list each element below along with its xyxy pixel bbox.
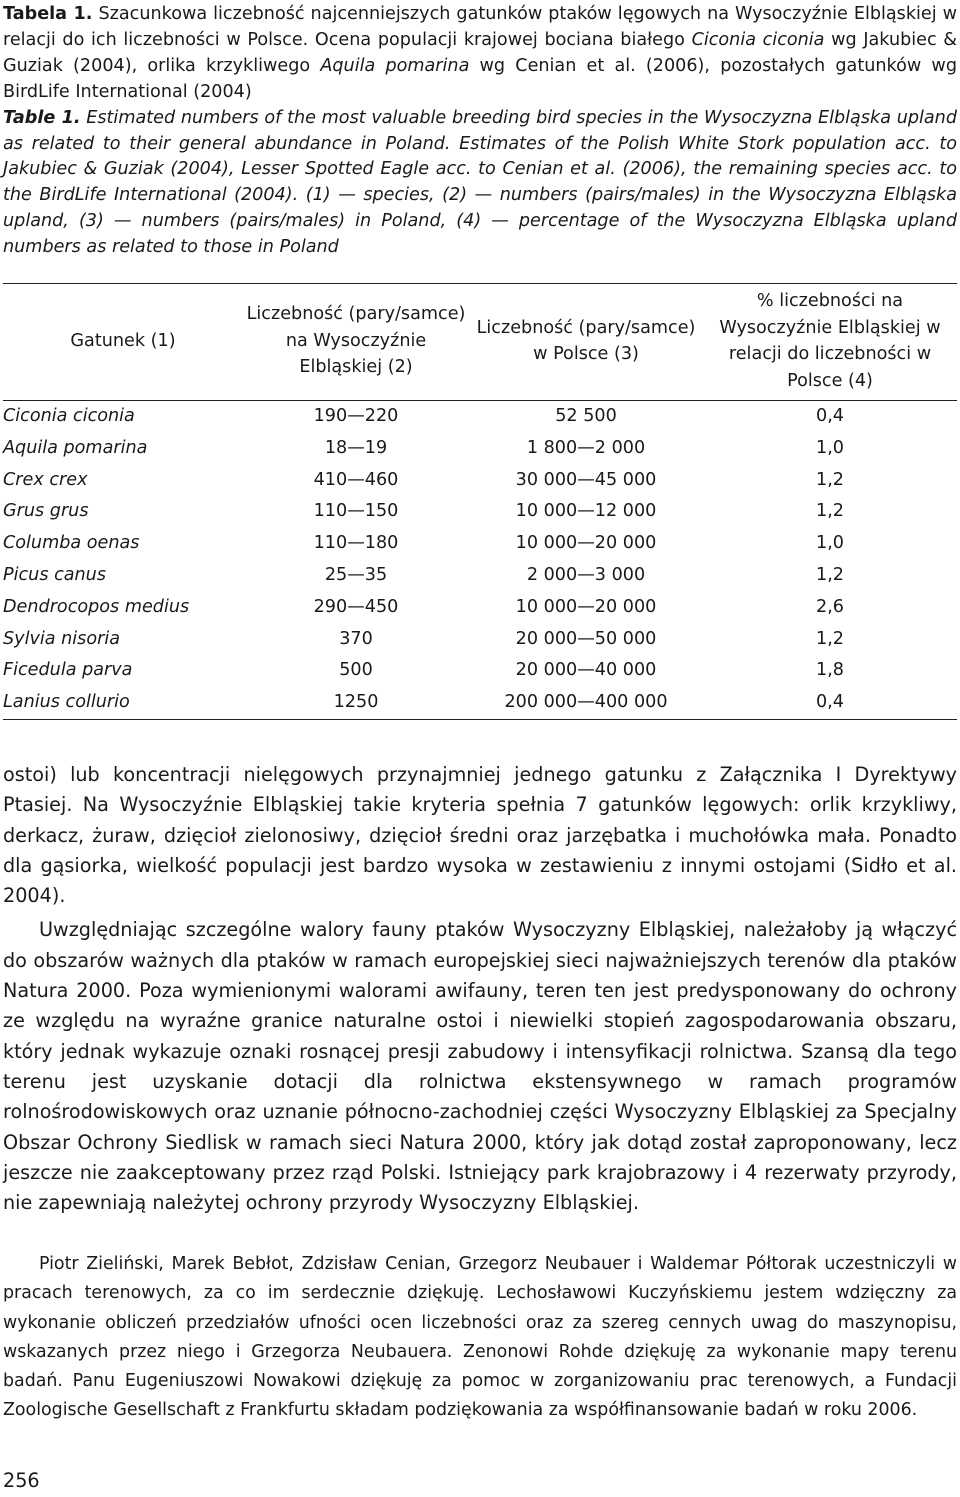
poland-count: 10 000—12 000	[515, 501, 657, 522]
percentage-value: 1,2	[816, 469, 844, 490]
paper-page	[3, 0, 958, 1492]
caption-text-english: Estimated numbers of the most valuable breeding bird species in the Wysoczyzna Elbląska upland as related to their general abundance in Poland. Estimates of the Polish White Stork population acc. to Jakubiec & Guziak (2004), Lesser Spotted Eagle acc. to Cenian et al. (2006), the remaining species acc. to the BirdLife International (2004). (1) — species, (2) — numbers (pairs/males) in the Wysoczyzna Elbląska upland, (3) — numbers (pairs/males) in Poland, (4) — percentage of the Wysoczyzna Elbląska upland numbers as related to those in Poland	[3, 107, 957, 258]
table-row	[3, 465, 957, 497]
table-row	[3, 592, 957, 624]
upland-count: 1250	[243, 687, 469, 719]
body-paragraph-1: ostoi) lub koncentracji nielęgowych przynajmniej jednego gatunku z Załącznika I Dyrektywy Ptasiej. Na Wysoczyźnie Elbląskiej takie kryteria spełnia 7 gatunków lęgowych: orlik krzykliwy, derkacz, żuraw, dzięcioł zielonosiwy, dzięcioł średni oraz jarzębatka i muchołówka mała. Ponadto dla gąsiorka, wielkość populacji jest bardzo wysoka w zestawieniu z innymi ostojami (Sidło et al. 2004).	[3, 763, 957, 908]
poland-count: 52 500	[555, 406, 617, 426]
upland-count: 25—35	[324, 564, 388, 585]
percentage-value: 1,2	[816, 501, 844, 522]
percentage-value: 1,0	[816, 533, 844, 554]
upland-count: 500	[339, 660, 373, 681]
table-row	[3, 655, 957, 687]
header-species: Gatunek (1)	[70, 330, 176, 351]
species-name: Sylvia nisoria	[3, 628, 121, 649]
upland-count: 110—180	[313, 533, 399, 554]
species-name: Ficedula parva	[3, 660, 133, 681]
percentage-value: 0,4	[703, 687, 957, 719]
species-name: Crex crex	[3, 469, 88, 490]
table-row	[3, 560, 957, 592]
poland-count: 1 800—2 000	[526, 437, 646, 458]
caption-text-polish-1: Szacunkowa liczebność najcenniejszych gatunków ptaków lęgowych na Wysoczyźnie Elbląskiej w relacji do ich liczebności w Polsce. Ocena populacji krajowej bociana białego	[3, 4, 958, 50]
species-table	[3, 283, 957, 720]
species-name: Aquila pomarina	[3, 437, 148, 458]
upland-count: 190—220	[313, 406, 399, 426]
acknowledgements: Piotr Zieliński, Marek Bebłot, Zdzisław Cenian, Grzegorz Neubauer i Waldemar Półtorak uczestniczyli w pracach terenowych, za co im serdecznie dziękuję. Lechosławowi Kuczyńskiemu jestem wdzięczny za wykonanie obliczeń przedziałów ufności ocen liczebności oraz za szereg cennych uwag do maszynopisu, wskazanych przez niego i Grzegorza Neubauera. Zenonowi Rohde dziękuję za wykonanie mapy terenu badań. Panu Eugeniuszowi Nowakowi dziękuję za pomoc w zorganizowaniu prac terenowych, a Fundacji Zoologische Gesellschaft z Frankfurtu składam podziękowania za współfinansowanie badań w roku 2006.	[3, 1254, 957, 1421]
upland-count: 110—150	[313, 501, 399, 522]
upland-count: 410—460	[313, 469, 399, 490]
table-caption-polish	[3, 2, 957, 106]
species-name: Lanius collurio	[3, 687, 243, 719]
species-name: Ciconia ciconia	[3, 406, 135, 426]
table-header-row	[3, 284, 957, 401]
table-row	[3, 496, 957, 528]
body-text	[3, 760, 957, 1218]
poland-count: 30 000—45 000	[515, 469, 657, 490]
poland-count: 20 000—40 000	[515, 660, 657, 681]
body-paragraph-2: Uwzględniając szczególne walory fauny ptaków Wysoczyzny Elbląskiej, należałoby ją włączyć do obszarów ważnych dla ptaków w ramach europejskiej sieci najważniejszych terenów dla ptaków Natura 2000. Poza wymienionymi walorami awifauny, teren ten jest predysponowany do ochrony ze względu na wyraźne granice naturalne ostoi i niewielki stopień zagospodarowania obszaru, który jednak wykazuje oznaki rosnącej presji zabudowy i intensyfikacji rolnictwa. Szansą dla tego terenu jest uzyskanie dotacji dla rolnictwa ekstensywnego w ramach programów rolnośrodowiskowych oraz uznanie północno-zachodniej części Wysoczyzny Elbląskiej za Specjalny Obszar Ochrony Siedlisk w ramach sieci Natura 2000, który jak dotąd został zaproponowany, lecz jeszcze nie zaakceptowany przez rząd Polski. Istniejący park krajobrazowy i 4 rezerwaty przyrody, nie zapewniają należytej ochrony przyrody Wysoczyzny Elbląskiej.	[3, 918, 957, 1215]
table-row	[3, 401, 957, 433]
table-row	[3, 433, 957, 465]
percentage-value: 0,4	[816, 406, 844, 426]
header-percentage: % liczebności na Wysoczyźnie Elbląskiej w relacji do liczebności w Polsce (4)	[719, 291, 941, 391]
caption-text-polish-3: wg Cenian et al. (2006), pozostałych gatunków wg BirdLife International (2004)	[3, 55, 957, 102]
poland-count: 10 000—20 000	[515, 533, 657, 554]
header-upland-numbers: Liczebność (pary/samce) na Wysoczyźnie Elbląskiej (2)	[246, 304, 466, 378]
caption-species-ciconia: Ciconia ciconia	[691, 29, 825, 50]
species-name: Grus grus	[3, 501, 89, 522]
table-row	[3, 687, 957, 719]
percentage-value: 1,8	[816, 660, 844, 681]
caption-text-polish-2: wg Jakubiec & Guziak (2004), orlika krzykliwego	[3, 29, 958, 76]
page-number: 256	[3, 1469, 40, 1492]
header-poland-numbers: Liczebność (pary/samce) w Polsce (3)	[476, 317, 696, 364]
percentage-value: 1,2	[816, 564, 844, 585]
species-name: Columba oenas	[3, 533, 140, 554]
upland-count: 290—450	[313, 596, 399, 617]
poland-count: 2 000—3 000	[526, 564, 646, 585]
percentage-value: 2,6	[816, 596, 844, 617]
caption-species-aquila: Aquila pomarina	[320, 55, 470, 76]
percentage-value: 1,2	[816, 628, 844, 649]
upland-count: 18—19	[324, 437, 388, 458]
table-caption-english	[3, 106, 957, 261]
species-name: Picus canus	[3, 564, 107, 585]
caption-label-polish: Tabela 1.	[3, 4, 93, 24]
table-row	[3, 528, 957, 560]
caption-label-english: Table 1.	[3, 107, 81, 128]
upland-count: 370	[339, 628, 373, 649]
percentage-value: 1,0	[816, 437, 844, 458]
poland-count: 200 000—400 000	[469, 687, 703, 719]
table-row	[3, 624, 957, 656]
poland-count: 10 000—20 000	[515, 596, 657, 617]
species-name: Dendrocopos medius	[3, 596, 190, 617]
poland-count: 20 000—50 000	[515, 628, 657, 649]
